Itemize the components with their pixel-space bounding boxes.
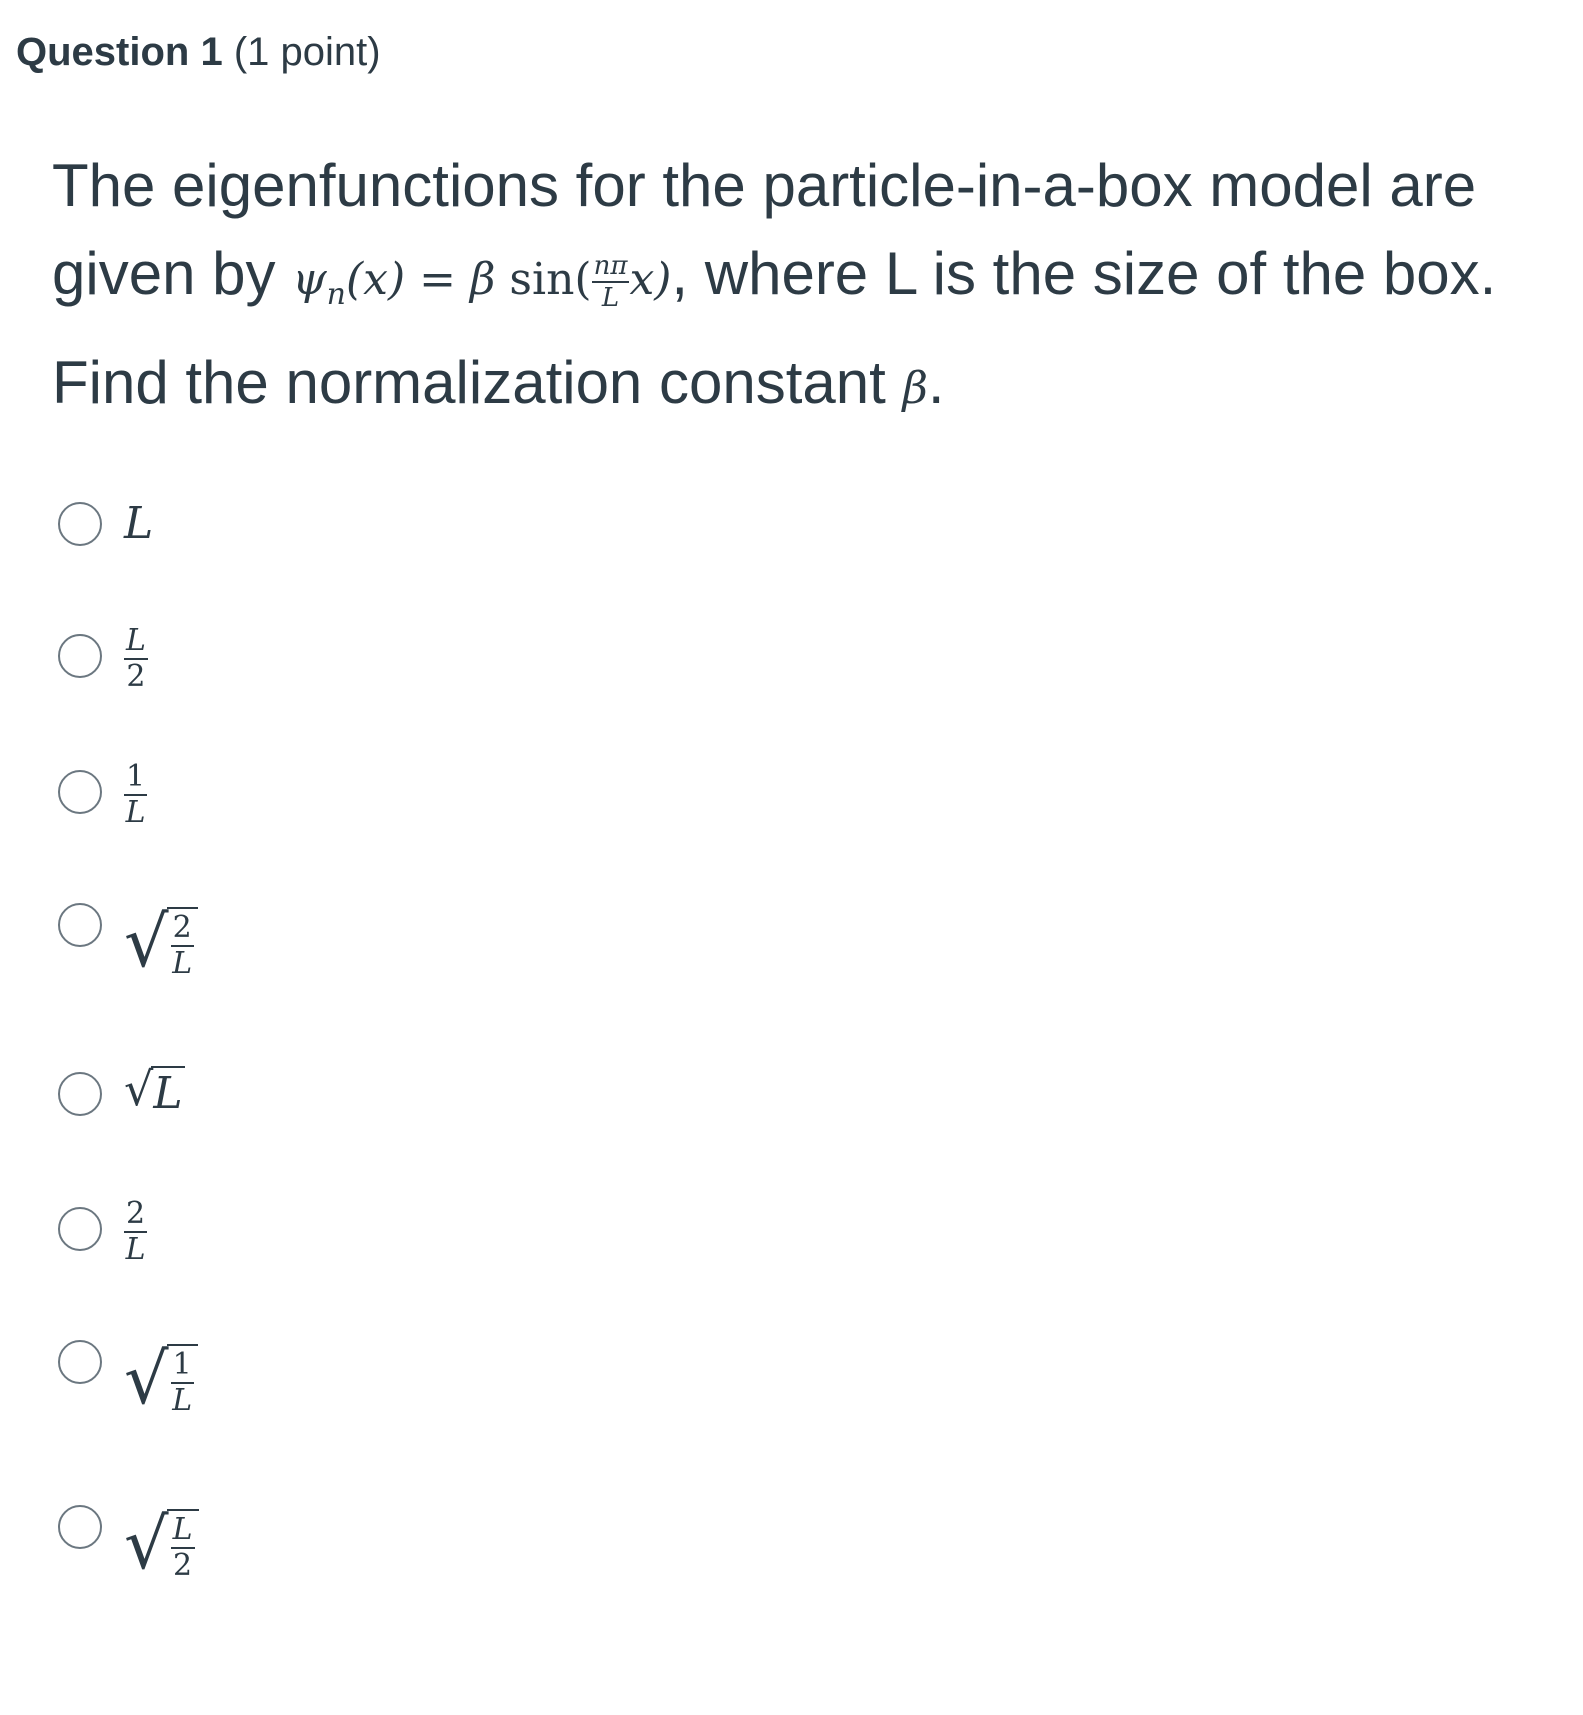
fraction-numerator: 1 bbox=[126, 759, 146, 794]
question-title: Question 1 bbox=[16, 30, 223, 74]
radical-sign: √ bbox=[124, 1338, 169, 1420]
fraction-numerator: L bbox=[172, 1512, 193, 1547]
radio-button[interactable] bbox=[58, 634, 102, 678]
fraction-numerator: 1 bbox=[172, 1347, 192, 1382]
answer-label bbox=[124, 1503, 199, 1585]
radio-button[interactable] bbox=[58, 1505, 102, 1549]
answer-label bbox=[124, 1062, 185, 1119]
answer-label bbox=[124, 1196, 147, 1267]
fraction-numerator: L bbox=[126, 623, 146, 658]
radio-button[interactable] bbox=[58, 1207, 102, 1251]
fraction-denominator: L bbox=[172, 1383, 193, 1418]
fraction-denominator: 2 bbox=[126, 659, 146, 694]
fraction-denominator: 2 bbox=[173, 1548, 193, 1583]
question-text-given-by: given by bbox=[52, 240, 293, 307]
square-root bbox=[124, 1062, 185, 1119]
radical-sign: √ bbox=[124, 901, 169, 983]
answer-label bbox=[124, 623, 148, 694]
radio-button[interactable] bbox=[58, 770, 102, 814]
subscript-n: n bbox=[326, 276, 346, 312]
eigenfunction-formula bbox=[292, 251, 672, 314]
answer-fraction bbox=[171, 1512, 195, 1583]
question-points: (1 point) bbox=[233, 30, 381, 74]
beta-symbol: β bbox=[902, 362, 928, 414]
radio-button[interactable] bbox=[58, 502, 102, 546]
square-root bbox=[124, 901, 198, 983]
answer-label: L bbox=[124, 498, 154, 549]
question-header bbox=[16, 30, 381, 75]
radicand bbox=[167, 907, 198, 979]
radicand: L bbox=[153, 1068, 183, 1119]
psi-symbol: ψ bbox=[292, 254, 327, 305]
formula-x: (x) bbox=[346, 254, 406, 305]
formula-sin: sin( bbox=[495, 254, 592, 305]
question-text-where: , where L is the size of the box. bbox=[671, 240, 1497, 307]
answer-fraction bbox=[171, 910, 194, 981]
question-text-period: . bbox=[927, 348, 945, 416]
question-text-line3: Find the normalization constant bbox=[52, 348, 903, 416]
square-root bbox=[124, 1338, 198, 1420]
radio-button[interactable] bbox=[58, 1340, 102, 1384]
fraction-numerator: nπ bbox=[593, 251, 628, 282]
fraction-denominator: L bbox=[601, 283, 620, 314]
answer-label bbox=[124, 1338, 198, 1420]
formula-fraction bbox=[592, 251, 630, 314]
answer-fraction bbox=[124, 759, 147, 830]
square-root bbox=[124, 1503, 199, 1585]
radio-button[interactable] bbox=[58, 1072, 102, 1116]
answer-label bbox=[124, 759, 147, 830]
question-text-line1: The eigenfunctions for the particle-in-a-box model are bbox=[52, 152, 1477, 219]
radicand bbox=[167, 1509, 199, 1581]
answer-fraction bbox=[124, 623, 148, 694]
question-text bbox=[52, 142, 1532, 433]
radical-sign: √ bbox=[124, 1503, 169, 1585]
fraction-numerator: 2 bbox=[172, 910, 192, 945]
fraction-denominator: L bbox=[125, 1232, 146, 1267]
radical-sign: √ bbox=[124, 1062, 154, 1116]
fraction-denominator: L bbox=[125, 795, 146, 830]
answer-fraction bbox=[124, 1196, 147, 1267]
fraction-denominator: L bbox=[172, 946, 193, 981]
formula-x-close: x) bbox=[629, 254, 672, 305]
radio-button[interactable] bbox=[58, 903, 102, 947]
radicand bbox=[167, 1344, 198, 1416]
formula-beta: β bbox=[470, 254, 496, 305]
answer-fraction bbox=[171, 1347, 194, 1418]
answer-label bbox=[124, 901, 198, 983]
fraction-numerator: 2 bbox=[126, 1196, 146, 1231]
formula-equals: = bbox=[405, 254, 470, 305]
